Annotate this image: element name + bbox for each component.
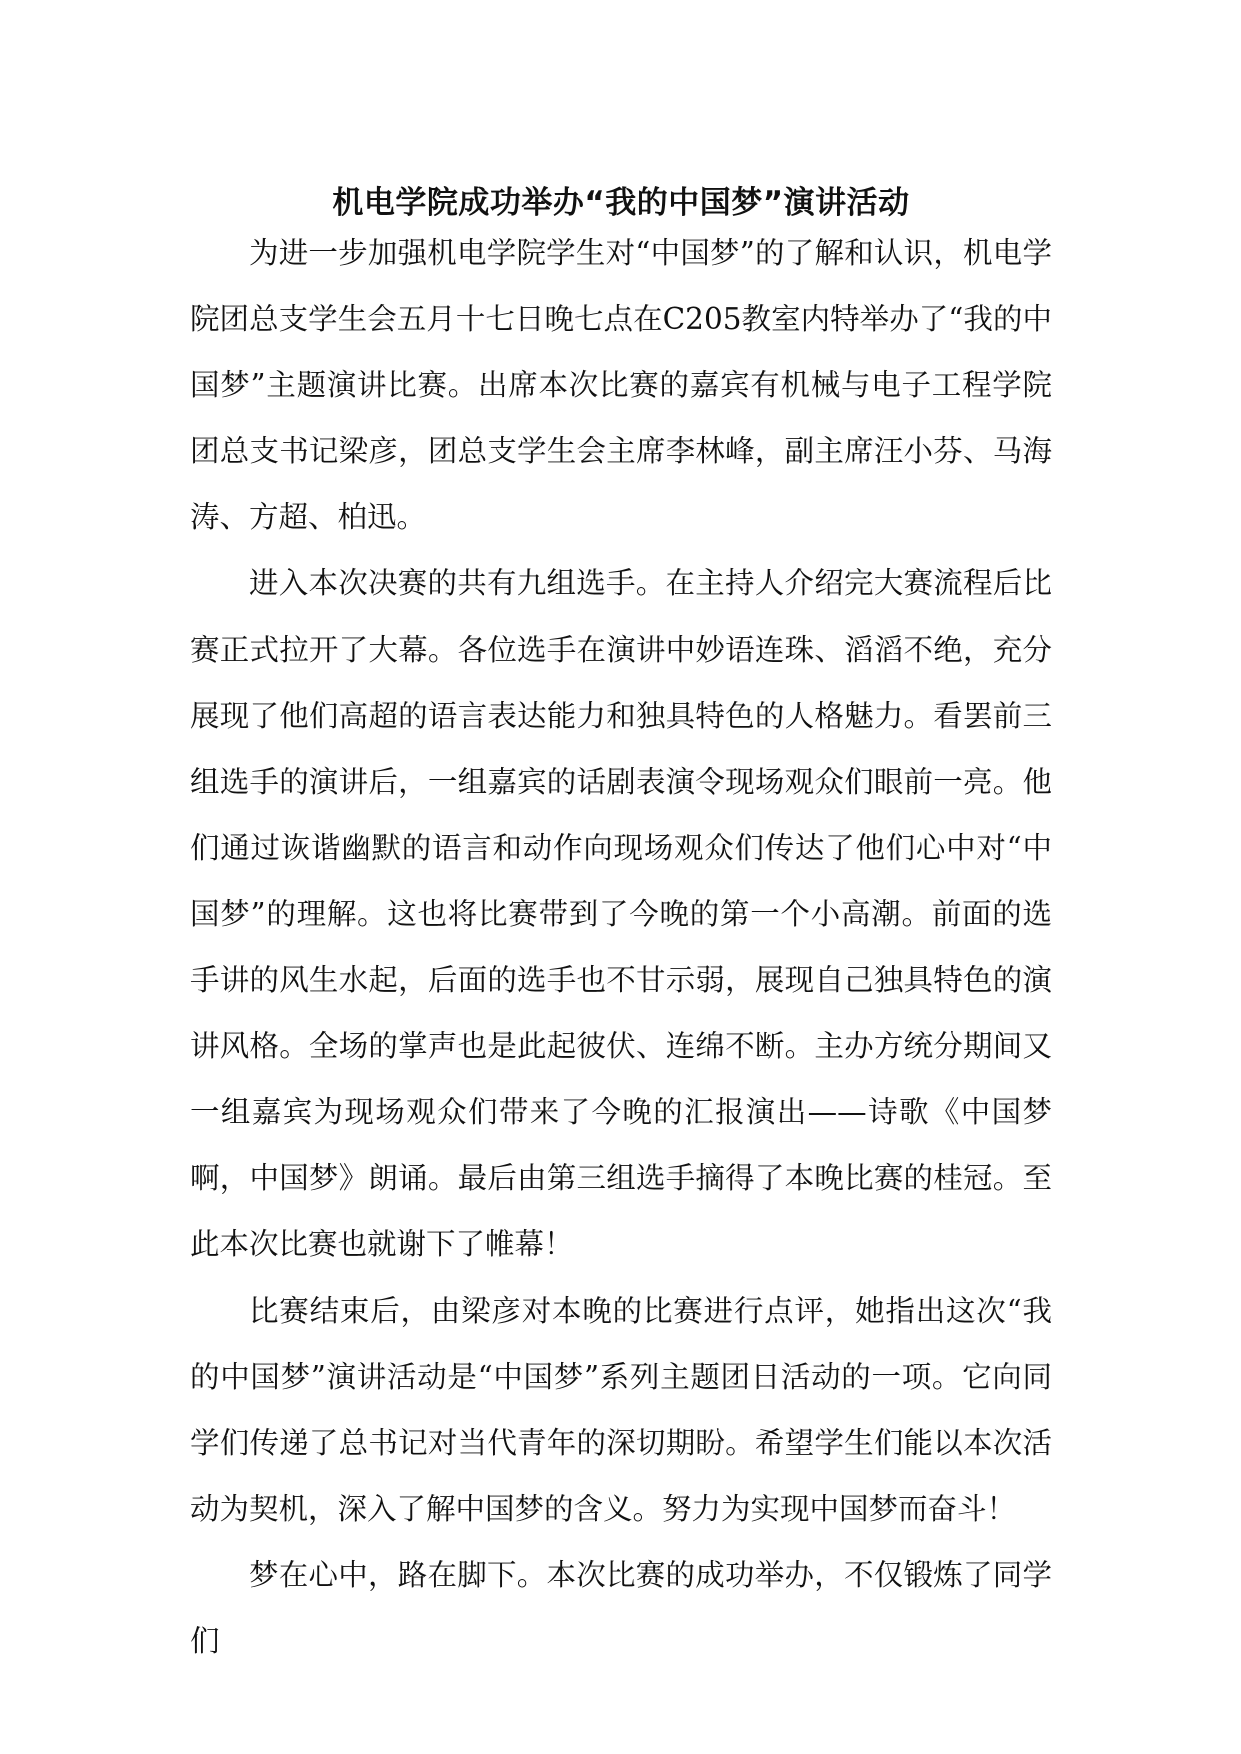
paragraph-competition: 进入本次决赛的共有九组选手。在主持人介绍完大赛流程后比赛正式拉开了大幕。各位选手在演讲中妙语连珠、滔滔不绝，充分展现了他们高超的语言表达能力和独具特色的人格魅力。看罢前三组选手的演讲后，一组嘉宾的话剧表演令现场观众们眼前一亮。他们通过诙谐幽默的语言和动作向现场观众们传达了他们心中对“中国梦”的理解。这也将比赛带到了今晚的第一个小高潮。前面的选手讲的风生水起，后面的选手也不甘示弱，展现自己独具特色的演讲风格。全场的掌声也是此起彼伏、连绵不断。主办方统分期间又一组嘉宾为现场观众们带来了今晚的汇报演出——诗歌《中国梦啊，中国梦》朗诵。最后由第三组选手摘得了本晚比赛的桂冠。至此本次比赛也就谢下了帷幕！ bbox=[190, 566, 1052, 1262]
document-body bbox=[190, 220, 1052, 1674]
paragraph-intro: 为进一步加强机电学院学生对“中国梦”的了解和认识，机电学院团总支学生会五月十七日晚七点在C205教室内特举办了“我的中国梦”主题演讲比赛。出席本次比赛的嘉宾有机械与电子工程学院团总支书记梁彦，团总支学生会主席李林峰，副主席汪小芬、马海涛、方超、柏迅。 bbox=[190, 236, 1052, 535]
paragraph-review: 比赛结束后，由梁彦对本晚的比赛进行点评，她指出这次“我的中国梦”演讲活动是“中国梦”系列主题团日活动的一项。它向同学们传递了总书记对当代青年的深切期盼。希望学生们能以本次活动为契机，深入了解中国梦的含义。努力为实现中国梦而奋斗！ bbox=[190, 1293, 1052, 1526]
document-title: 机电学院成功举办“我的中国梦”演讲活动 bbox=[332, 184, 910, 221]
paragraph-closing: 梦在心中，路在脚下。本次比赛的成功举办，不仅锻炼了同学们 bbox=[190, 1557, 1052, 1658]
